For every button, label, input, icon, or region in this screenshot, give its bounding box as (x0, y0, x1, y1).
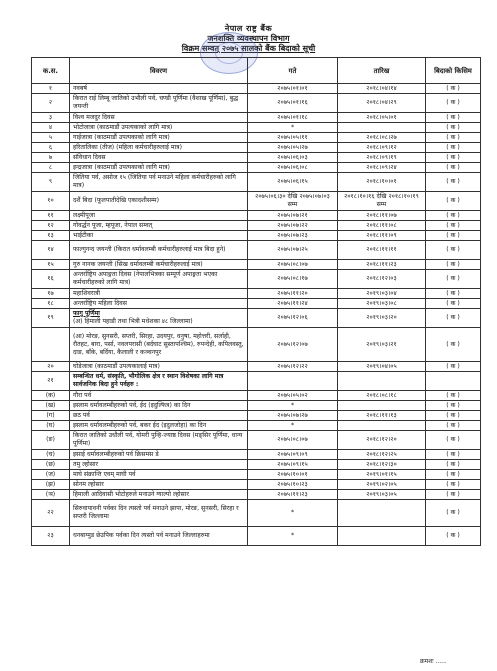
row-description: दशैं बिदा (फूलपातीदेखि एकादशीसम्म) (70, 192, 248, 211)
col-header-gate: गते (248, 58, 338, 84)
row-gate: * (248, 123, 338, 133)
row-serial: १० (32, 192, 70, 211)
row-serial (32, 328, 70, 362)
department-name: जनशक्ति व्यवस्थापन विभाग (207, 34, 290, 43)
table-row (32, 527, 481, 546)
row-serial: २ (32, 94, 70, 113)
table-row (32, 260, 481, 270)
row-serial: १३ (32, 231, 70, 241)
table-row (32, 391, 481, 401)
row-date (338, 527, 426, 546)
row-serial: (ङ) (32, 431, 70, 450)
row-serial: २३ (32, 527, 70, 546)
row-type: ( क ) (426, 450, 481, 460)
row-gate: २०७५।११।२४ (248, 299, 338, 309)
row-description: सिरुवापावनी पर्वका दिन त्यस्तो पर्व मनाउने झापा, मोरङ, सुनसरी, सिरहा र सप्तरी जिल्लामा (70, 500, 248, 527)
row-serial: १४ (32, 241, 70, 260)
row-gate: * (248, 401, 338, 411)
row-type: ( क ) (426, 460, 481, 470)
row-description: विश्व मजदुर दिवस (70, 113, 248, 123)
row-serial: (झ) (32, 480, 70, 490)
table-row (32, 270, 481, 289)
row-description: किरात जातिको उधौली पर्व, योमरी पुन्हि-ज्याष्ठ दिवस (मङ्सिर पूर्णिमा, धान्य पूर्णिमा) (70, 431, 248, 450)
row-type: ( क ) (426, 113, 481, 123)
row-serial: २० (32, 362, 70, 372)
row-date: २०१८।१०।१६ देखि २०१८।१०।१९ सम्म (338, 192, 426, 211)
row-type (426, 372, 481, 391)
table-row (32, 94, 481, 113)
col-header-description: विवरण (70, 58, 248, 84)
row-description: माघे संक्रान्ति एवम् माघी पर्व (70, 470, 248, 480)
row-type: ( क ) (426, 299, 481, 309)
row-date: २०१९।०३।०५ (338, 490, 426, 500)
row-serial: १२ (32, 221, 70, 231)
row-gate: २०७५।०५।०२ (248, 391, 338, 401)
row-description: भोटोजात्रा (काठमाडौं उपत्यकाको लागि मात्र) (70, 123, 248, 133)
row-description: भाईटीका (70, 231, 248, 241)
table-row (32, 211, 481, 221)
table-row (32, 490, 481, 500)
row-description: जितिया पर्व, असोज १५ (जितिया पर्व मनाउने महिला कर्मचारीहरुको लागि मात्र) (70, 173, 248, 192)
table-row (32, 192, 481, 211)
table-row (32, 123, 481, 133)
row-description: तमु ल्होसार (70, 460, 248, 470)
row-serial: ४ (32, 123, 70, 133)
row-type: ( क ) (426, 411, 481, 421)
row-description: फाल्गुनन्द जयन्ती (किरात धर्मावलम्बी कर्मचारीहरुलाई मात्र बिदा हुने) (70, 241, 248, 260)
row-type: ( क ) (426, 480, 481, 490)
row-date: २०१९।०३।०८ (338, 299, 426, 309)
row-date: २०१९।०३।२१ (338, 328, 426, 362)
row-gate: २०७५।०१।०१ (248, 84, 338, 94)
row-serial: १७ (32, 289, 70, 299)
col-header-sn: क.स. (32, 58, 70, 84)
row-type: ( क ) (426, 289, 481, 299)
row-gate: * (248, 421, 338, 431)
table-row (32, 480, 481, 490)
continued-note: क्रमशः ...... (420, 658, 447, 665)
row-description: हिमाली आदिवासी भोटोहरुले मनाउने ग्याल्पो ल्होसार (70, 490, 248, 500)
row-type: ( क ) (426, 421, 481, 431)
row-serial: (घ) (32, 421, 70, 431)
row-serial: १६ (32, 270, 70, 289)
row-serial: २२ (32, 500, 70, 527)
table-row (32, 460, 481, 470)
table-row (32, 143, 481, 153)
row-gate: २०७५।०५।२७ (248, 143, 338, 153)
row-type: ( क ) (426, 401, 481, 411)
row-date: २०१८।०४।२९ (338, 94, 426, 113)
row-description: घोडेजात्रा (काठमाडौं उपत्यकालाई मात्र) (70, 362, 248, 372)
row-description: अन्तर्राष्ट्रिय अपाङ्गता दिवस (नेपालभित्रका सम्पूर्ण अपाङ्गता भएका कर्मचारीहरुको लागि मात्र) (70, 270, 248, 289)
holiday-table (31, 57, 481, 546)
row-date (338, 421, 426, 431)
table-row (32, 173, 481, 192)
table-row (32, 401, 481, 411)
row-description: छठ पर्व (70, 411, 248, 421)
table-row (32, 163, 481, 173)
row-gate: २०७५।१२।२२ (248, 362, 338, 372)
row-gate: * (248, 527, 338, 546)
row-description: इस्लाम धर्मावलम्बीहरुको पर्व, बकर ईद (इदुलजोहा) का दिन (70, 421, 248, 431)
row-type: ( क ) (426, 231, 481, 241)
row-serial: (ग) (32, 411, 70, 421)
row-description: गोवर्द्धन पूजा, म्हपूजा, नेपाल सम्वत् (70, 221, 248, 231)
row-gate: २०७५।०१।१८ (248, 113, 338, 123)
row-type: ( क ) (426, 94, 481, 113)
row-gate: २०७५।०१।१६ (248, 94, 338, 113)
row-serial: (छ) (32, 460, 70, 470)
row-serial: (च) (32, 450, 70, 460)
row-description: इन्द्रजात्रा (काठमाडौं उपत्यकाको लागि मात्र) (70, 163, 248, 173)
row-serial: ३ (32, 113, 70, 123)
row-serial: (ख) (32, 401, 70, 411)
row-date: २०१९।०३।०४ (338, 289, 426, 299)
row-description: गौरा पर्व (70, 391, 248, 401)
row-description: इस्लाम धर्मावलम्बीहरुको पर्व, ईद (इदुल्फित्र) का दिन (70, 401, 248, 411)
row-serial: १५ (32, 260, 70, 270)
row-serial: १ (32, 84, 70, 94)
row-date: २०१८।०५।०१ (338, 113, 426, 123)
row-type: ( क ) (426, 173, 481, 192)
row-gate: २०७५।११।२० (248, 289, 338, 299)
row-type: ( क ) (426, 527, 481, 546)
row-type: ( क ) (426, 362, 481, 372)
row-gate: २०७५।०८।०७ (248, 431, 338, 450)
row-gate: २०७५।०६।१५ (248, 173, 338, 192)
row-serial: (क) (32, 391, 70, 401)
row-description: धनबाग्मुड छेउपिक पर्वका दिन त्यस्तो पर्व मनाउने जिल्लाहरुमा (70, 527, 248, 546)
row-date: २०१८।११।११ (338, 241, 426, 260)
row-description: लक्ष्मीपूजा (70, 211, 248, 221)
row-gate: २०७५।०७।२२ (248, 221, 338, 231)
row-description: हरितालिका (तीज) (महिला कर्मचारीहरुलाई मात्र) (70, 143, 248, 153)
row-gate: २०७५।०९।१५ (248, 460, 338, 470)
row-gate: * (248, 500, 338, 527)
row-date: २०१८।११।२३ (338, 260, 426, 270)
row-type: ( क ) (426, 270, 481, 289)
table-row (32, 421, 481, 431)
row-gate: २०७५।०६।०३ (248, 153, 338, 163)
row-date: २०१८।१२।२५ (338, 450, 426, 460)
row-type: ( क ) (426, 260, 481, 270)
row-gate: २०७५।०९।०९ (248, 450, 338, 460)
table-row (32, 113, 481, 123)
row-type: ( क ) (426, 163, 481, 173)
row-description: सम्बन्धित धर्म, संस्कृति, भौगोलिक क्षेत्र र स्थान विशेषका लागि मात्र सार्वजनिक बिदा हुने पर्वहरु : (70, 372, 248, 391)
table-row (32, 450, 481, 460)
table-row (32, 241, 481, 260)
row-date: २०१८।११।०९ (338, 231, 426, 241)
row-description: सोनम ल्होसार (70, 480, 248, 490)
row-gate: २०७५।०७।२७ (248, 411, 338, 421)
table-row (32, 84, 481, 94)
row-serial: ११ (32, 211, 70, 221)
row-date: २०१८।०८।१८ (338, 391, 426, 401)
row-gate: २०७५।०५।११ (248, 133, 338, 143)
row-date: २०१८।११।१३ (338, 411, 426, 421)
row-serial: ७ (32, 153, 70, 163)
table-body (32, 84, 481, 546)
row-date (338, 372, 426, 391)
row-date: २०१८।०९।२४ (338, 163, 426, 173)
row-serial: ८ (32, 163, 70, 173)
row-date: २०१९।०२।०५ (338, 480, 426, 490)
table-row (32, 153, 481, 163)
row-date: २०१८।१२।०३ (338, 270, 426, 289)
row-type: ( क ) (426, 470, 481, 480)
row-serial: (ञ) (32, 490, 70, 500)
row-description: गुरु नानक जयन्ती (सिख धर्मावलम्बी कर्मचारीहरुलाई मात्र) (70, 260, 248, 270)
row-type: ( क ) (426, 391, 481, 401)
row-description (70, 309, 248, 328)
table-row (32, 231, 481, 241)
row-serial: २१ (32, 372, 70, 391)
table-row (32, 309, 481, 328)
row-gate: २०७५।१०।२३ (248, 480, 338, 490)
row-date (338, 123, 426, 133)
row-type: ( क ) (426, 328, 481, 362)
row-type: ( क ) (426, 490, 481, 500)
row-date: २०१८।११।०७ (338, 211, 426, 221)
row-description: गाईजात्रा (काठमाडौं उपत्यकाको लागि मात्र) (70, 133, 248, 143)
row-gate: २०७५।११।२३ (248, 490, 338, 500)
row-gate: २०७५।०७।२५ (248, 241, 338, 260)
row-serial: ५ (32, 133, 70, 143)
row-description: इसाई धर्मावलम्बीहरुको पर्व क्रिसमस डे (70, 450, 248, 460)
col-header-date: तारिख (338, 58, 426, 84)
row-gate: २०७५।१२।०६ (248, 309, 338, 328)
row-date (338, 401, 426, 411)
row-type: ( क ) (426, 309, 481, 328)
row-date: २०१९।०४।०५ (338, 362, 426, 372)
row-description: किरात राई लिम्बू जातिको उभौली पर्व, चण्डी पूर्णिमा (वैशाख पूर्णिमा), बुद्ध जयन्ती (70, 94, 248, 113)
row-gate: २०७५।०६।३० देखि २०७५।०७।०३ सम्म (248, 192, 338, 211)
row-serial: ६ (32, 143, 70, 153)
row-type: ( क ) (426, 133, 481, 143)
table-row (32, 221, 481, 231)
row-gate (248, 372, 338, 391)
row-description-sub: (अ) हिमाली पहाडी तथा भित्री मधेशका ४८ जिल्लामा) (73, 318, 193, 325)
row-serial: ९ (32, 173, 70, 192)
row-gate: २०७५।०७।२३ (248, 231, 338, 241)
row-date: २०१८।०४।१४ (338, 84, 426, 94)
table-row (32, 133, 481, 143)
row-description: नवबर्ष (70, 84, 248, 94)
row-description-title: फागु पूर्णिमा (73, 310, 100, 317)
table-row (32, 500, 481, 527)
row-type: ( क ) (426, 211, 481, 221)
row-type: ( क ) (426, 84, 481, 94)
table-row (32, 299, 481, 309)
row-gate: २०७५।०८।१७ (248, 270, 338, 289)
row-date: २०१८।१२।२० (338, 431, 426, 450)
table-row (32, 431, 481, 450)
row-date: २०१८।०९।१९ (338, 153, 426, 163)
row-type: ( क ) (426, 153, 481, 163)
document-title: विक्रम सम्वत् २०७५ सालको बैंक बिदाको सूची (181, 44, 316, 53)
row-description: (आ) मोरङ, सुनसरी, सप्तरी, सिरहा, उदयपुर, धनुषा, महोत्तरी, सर्लाही, रौतहट, बारा, पर्सा, नवलपरासी (बर्दघाट सुस्तापश्चिम), रुपन्देही, कपिलवस्तु, दाङ, बाँके, बर्दिया, कैलाली र कञ्चनपुर (70, 328, 248, 362)
row-description: संविधान दिवस (70, 153, 248, 163)
row-type: ( क ) (426, 192, 481, 211)
row-date: २०१८।०९।१२ (338, 143, 426, 153)
table-row (32, 411, 481, 421)
row-date (338, 500, 426, 527)
row-gate: २०७५।१२।०७ (248, 328, 338, 362)
row-date: २०१८।११।०८ (338, 221, 426, 231)
row-date: २०१८।१०।०१ (338, 173, 426, 192)
row-type: ( क ) (426, 123, 481, 133)
row-gate: २०७५।१०।०१ (248, 470, 338, 480)
row-type: ( क ) (426, 500, 481, 527)
row-type: ( क ) (426, 431, 481, 450)
row-type: ( क ) (426, 143, 481, 153)
row-type: ( क ) (426, 221, 481, 231)
table-header-row (32, 58, 481, 84)
org-name: नेपाल राष्ट्र बैंक (224, 24, 273, 33)
col-header-type: बिदाको किसिम (426, 58, 481, 84)
table-row (32, 362, 481, 372)
row-description: महाशिवरात्री (70, 289, 248, 299)
row-date: २०१८।१२।३० (338, 460, 426, 470)
table-row (32, 328, 481, 362)
row-date: २०१९।०१।१५ (338, 470, 426, 480)
row-date: २०१८।०८।२७ (338, 133, 426, 143)
row-type: ( क ) (426, 241, 481, 260)
row-gate: २०७५।०७।२१ (248, 211, 338, 221)
row-gate: २०७५।०८।०७ (248, 260, 338, 270)
table-row (32, 470, 481, 480)
table-row (32, 289, 481, 299)
row-serial: (ज) (32, 470, 70, 480)
row-serial: १९ (32, 309, 70, 328)
row-description: अन्तर्राष्ट्रिय महिला दिवस (70, 299, 248, 309)
row-serial: १८ (32, 299, 70, 309)
table-row (32, 372, 481, 391)
row-date: २०१९।०३।२० (338, 309, 426, 328)
row-gate: २०७५।०६।०८ (248, 163, 338, 173)
